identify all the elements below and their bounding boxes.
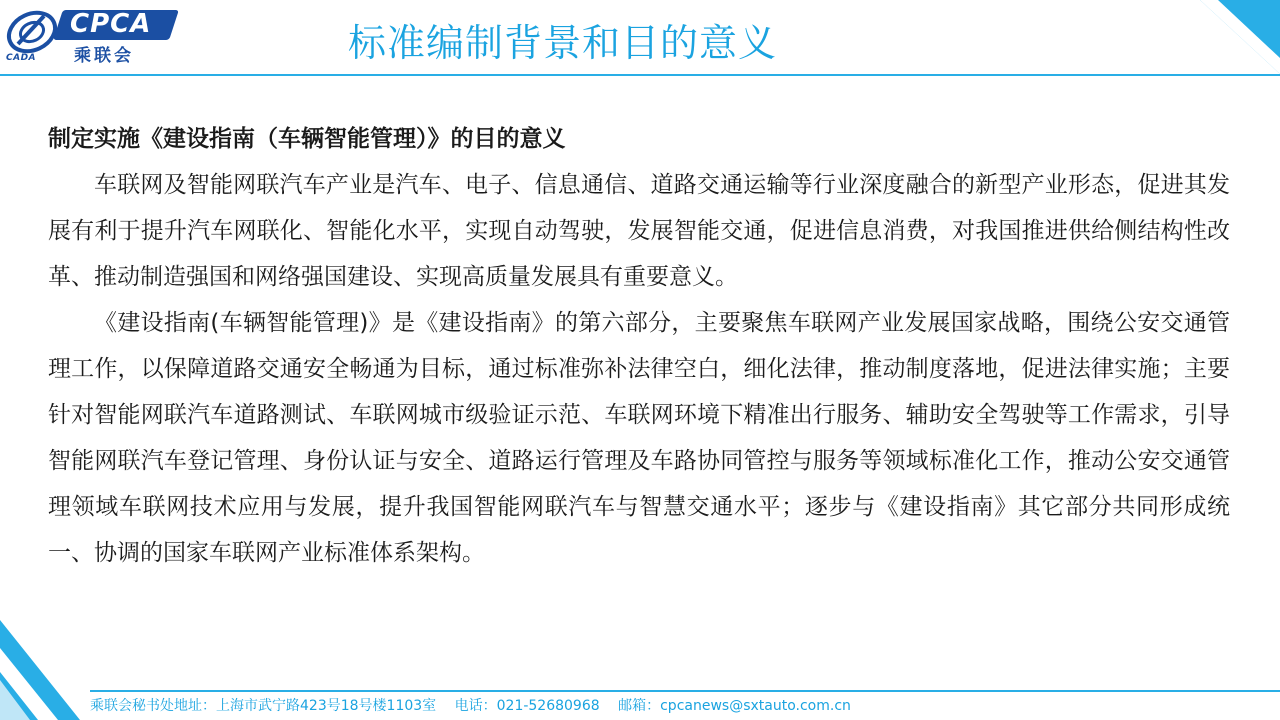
- logo-chinese-name: 乘联会: [74, 46, 134, 66]
- footer-divider: [90, 690, 1280, 692]
- paragraph-2: 《建设指南(车辆智能管理)》是《建设指南》的第六部分，主要聚焦车联网产业发展国家战略，围绕公安交通管理工作，以保障道路交通安全畅通为目标，通过标准弥补法律空白，细化法律，推动制度落地，促进法律实施；主要针对智能网联汽车道路测试、车联网城市级验证示范、车联网环境下精准出行服务、辅助安全驾驶等工作需求，引导智能网联汽车登记管理、身份认证与安全、道路运行管理及车路协同管控与服务等领域标准化工作，推动公安交通管理领域车联网技术应用与发展，提升我国智能网联汽车与智慧交通水平；逐步与《建设指南》其它部分共同形成统一、协调的国家车联网产业标准体系架构。: [48, 310, 1230, 566]
- corner-decoration-bottom-left: [0, 620, 80, 720]
- logo-wordmark: CPCA: [70, 9, 152, 39]
- paragraph-1: 车联网及智能网联汽车产业是汽车、电子、信息通信、道路交通运输等行业深度融合的新型产业形态，促进其发展有利于提升汽车网联化、智能化水平，实现自动驾驶，发展智能交通，促进信息消费，对我国推进供给侧结构性改革、推动制造强国和网络强国建设、实现高质量发展具有重要意义。: [48, 172, 1230, 290]
- page-title: 标准编制背景和目的意义: [348, 21, 778, 65]
- footer-address: 乘联会秘书处地址：上海市武宁路423号18号楼1103室: [90, 698, 437, 714]
- footer-contact: [90, 695, 865, 715]
- content-body: [48, 116, 1230, 576]
- footer-email: 邮箱：cpcanews@sxtauto.com.cn: [618, 698, 851, 714]
- footer-phone: 电话：021-52680968: [454, 698, 600, 714]
- title-divider: [0, 74, 1280, 76]
- section-heading: 制定实施《建设指南（车辆智能管理）》的目的意义: [48, 126, 566, 152]
- logo-subtext: CADA: [6, 53, 37, 63]
- cpca-logo: [4, 4, 176, 64]
- corner-decoration-top-right: [1200, 0, 1280, 74]
